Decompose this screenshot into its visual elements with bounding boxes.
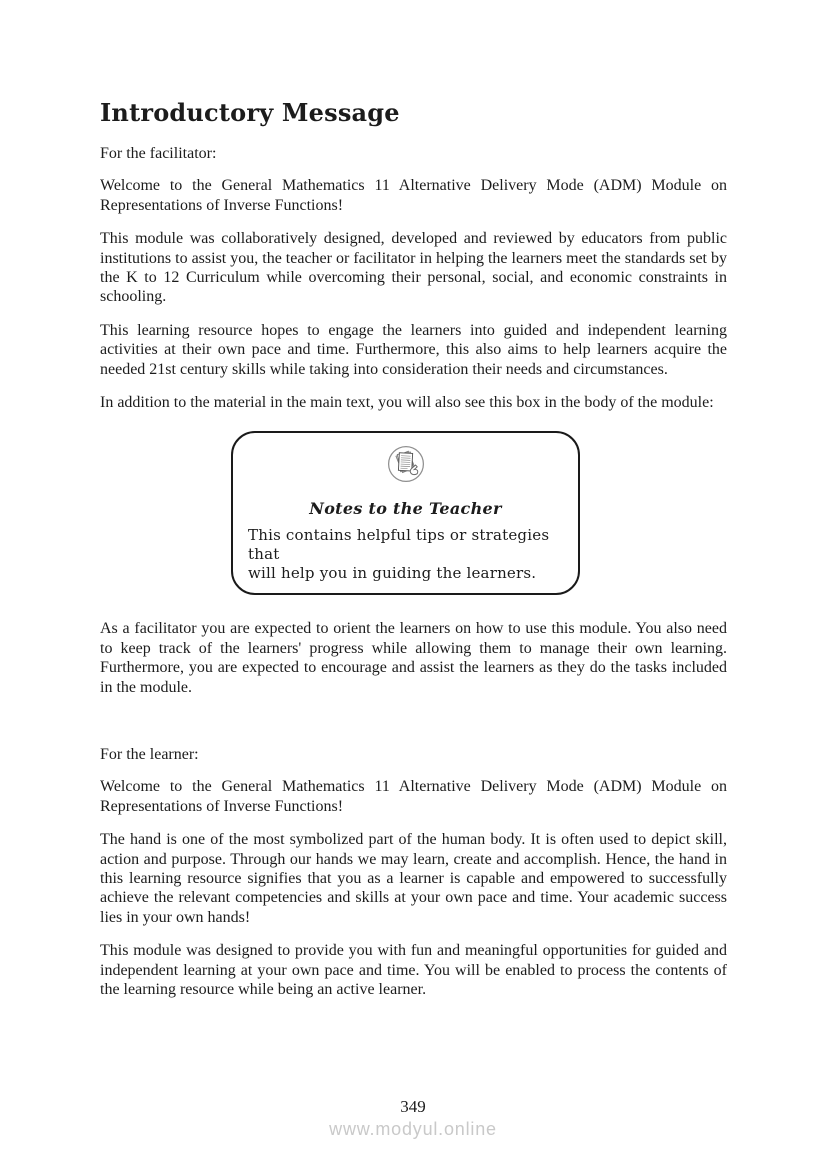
facilitator-salutation: For the facilitator: [100,144,217,162]
page-number: 349 [400,1097,426,1116]
facilitator-paragraph-design: This module was collaboratively designed, developed and reviewed by educators from public institutions to assist you, the teacher or facilitator in helping the learners meet the standards set by the K to 12 Curriculum while overcoming their personal, social, and economic constraints in schooling. [100,230,727,306]
learner-salutation: For the learner: [100,745,199,763]
notes-box-body [233,518,578,583]
notes-box-body-line: will help you in guiding the learners. [248,564,537,583]
learner-section [100,745,727,999]
learner-paragraph-hand: The hand is one of the most symbolized part of the human body. It is often used to depict skill, action and purpose. Through our hands we may learn, create and accomplish. Hence, the hand in this learning resource signifies that you as a learner is capable and empowered to successfully achieve the relevant competencies and skills at your own pace and time. Your academic success lies in your own hands! [100,831,727,926]
notes-box-body-line: This contains helpful tips or strategies that [248,526,550,564]
page-title: Introductory Message [100,98,400,127]
notes-papers-hand-icon [233,445,578,483]
learner-paragraph-welcome: Welcome to the General Mathematics 11 Alternative Delivery Mode (ADM) Module on Representations of Inverse Functions! [100,778,727,815]
notes-to-teacher-box [231,431,580,595]
notes-box-title: Notes to the Teacher [309,499,502,519]
facilitator-paragraph-welcome: Welcome to the General Mathematics 11 Alternative Delivery Mode (ADM) Module on Representations of Inverse Functions! [100,177,727,214]
facilitator-paragraph-closing: As a facilitator you are expected to orient the learners on how to use this module. You also need to keep track of the learners' progress while allowing them to manage their own learning. Furthermore, you are expected to encourage and assist the learners as they do the tasks included in the module. [100,620,727,696]
facilitator-paragraph-box-intro: In addition to the material in the main text, you will also see this box in the body of the module: [100,393,714,411]
watermark-text: www.modyul.online [329,1119,497,1139]
facilitator-paragraph-engage: This learning resource hopes to engage the learners into guided and independent learning activities at their own pace and time. Furthermore, this also aims to help learners acquire the needed 21st century skills while taking into consideration their needs and circumstances. [100,321,727,378]
learner-paragraph-design: This module was designed to provide you with fun and meaningful opportunities for guided and independent learning at your own pace and time. You will be enabled to process the contents of the learning resource while being an active learner. [100,942,727,999]
document-content [100,0,727,1013]
